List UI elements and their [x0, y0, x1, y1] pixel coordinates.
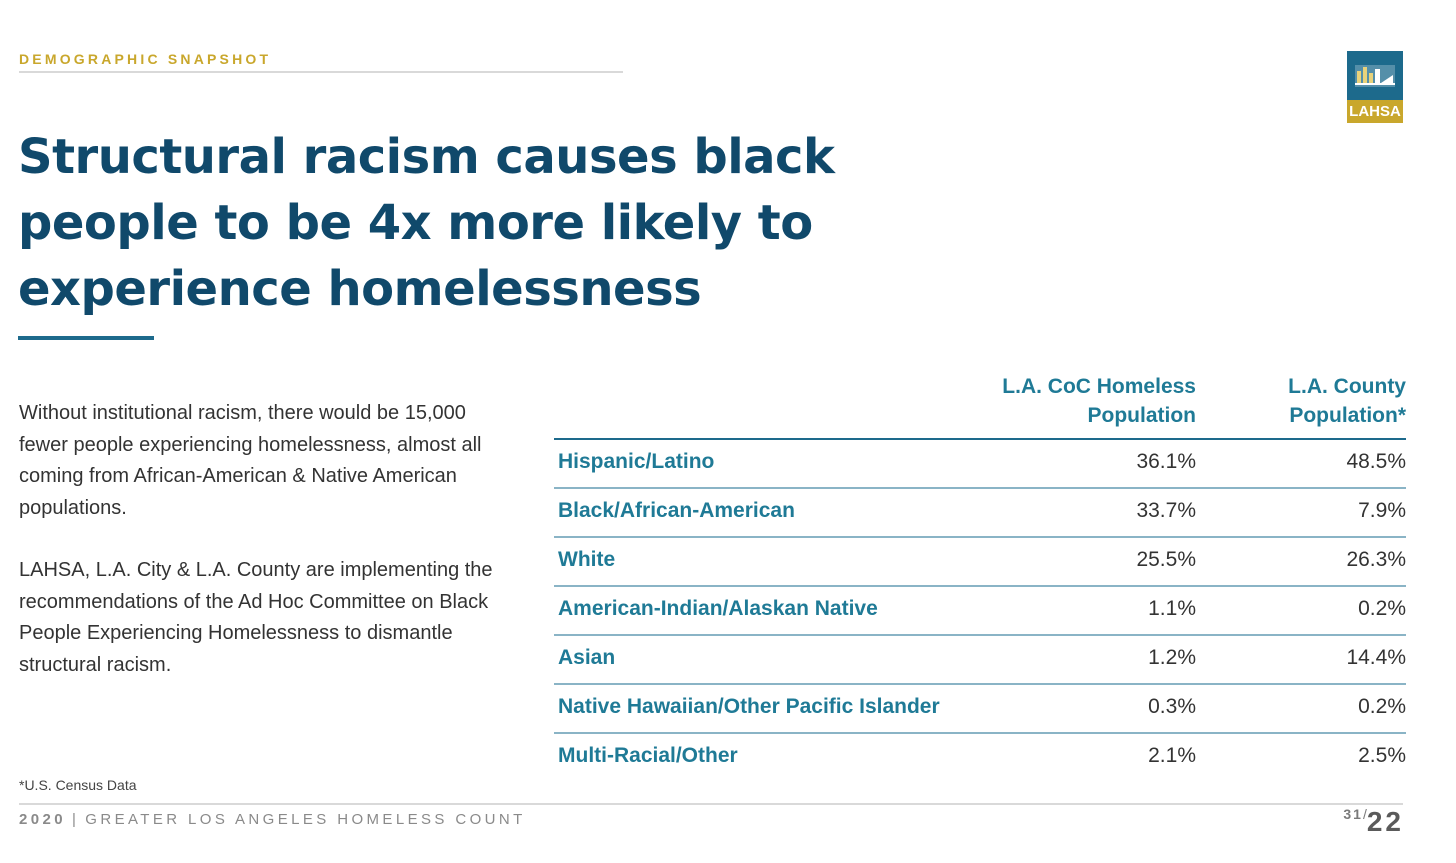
county-value: 26.3% — [1346, 548, 1406, 571]
body-paragraph: LAHSA, L.A. City & L.A. County are implementing the recommendations of the Ad Hoc Committee on Black People Experiencing Homelessness to dismantle structural racism. — [19, 559, 493, 676]
county-value: 48.5% — [1346, 450, 1406, 473]
footer-title — [19, 811, 526, 828]
county-value: 14.4% — [1346, 646, 1406, 669]
table-row — [554, 636, 1406, 685]
homeless-value: 33.7% — [1136, 499, 1196, 522]
table-row — [554, 440, 1406, 489]
county-value: 0.2% — [1358, 695, 1406, 718]
table-row — [554, 734, 1406, 781]
page-current: 31 — [1343, 806, 1363, 822]
lahsa-logo — [1347, 51, 1403, 123]
column-header-homeless: L.A. CoC Homeless Population — [1002, 375, 1196, 427]
county-value: 0.2% — [1358, 597, 1406, 620]
title-line: Structural racism causes black — [18, 129, 835, 185]
county-value: 7.9% — [1358, 499, 1406, 522]
row-label: Asian — [558, 646, 616, 669]
footer-report-name: GREATER LOS ANGELES HOMELESS COUNT — [85, 811, 526, 828]
row-label: Hispanic/Latino — [558, 450, 715, 473]
row-label: Native Hawaiian/Other Pacific Islander — [558, 695, 940, 718]
row-label: Black/African-American — [558, 499, 795, 522]
footer-divider — [19, 803, 1403, 805]
homeless-value: 1.2% — [1148, 646, 1196, 669]
table-row — [554, 538, 1406, 587]
title-line: experience homelessness — [18, 261, 702, 317]
section-divider — [19, 71, 623, 73]
page-slash: / — [1362, 806, 1367, 822]
page-number — [1343, 806, 1404, 838]
table-row — [554, 587, 1406, 636]
title-underline — [18, 336, 154, 340]
section-label: DEMOGRAPHIC SNAPSHOT — [19, 51, 272, 67]
table-row — [554, 489, 1406, 538]
footer-separator: | — [71, 811, 80, 828]
logo-text: LAHSA — [1347, 100, 1403, 123]
table-body — [554, 440, 1406, 781]
body-paragraph: Without institutional racism, there would be 15,000 fewer people experiencing homelessness, almost all coming from African-American & Native American populations. — [19, 402, 482, 519]
page-title — [18, 124, 838, 322]
logo-emblem — [1347, 51, 1403, 100]
row-label: American-Indian/Alaskan Native — [558, 597, 878, 620]
column-header-county: L.A. County Population* — [1288, 375, 1406, 427]
homeless-value: 1.1% — [1148, 597, 1196, 620]
county-value: 2.5% — [1358, 744, 1406, 767]
row-label: Multi-Racial/Other — [558, 744, 738, 767]
homeless-value: 25.5% — [1136, 548, 1196, 571]
footer-year: 2020 — [19, 811, 66, 828]
buildings-icon — [1347, 51, 1403, 100]
title-line: people to be 4x more likely to — [18, 195, 813, 251]
table-row — [554, 685, 1406, 734]
footnote: *U.S. Census Data — [19, 777, 137, 793]
homeless-value: 36.1% — [1136, 450, 1196, 473]
page-total: 22 — [1366, 806, 1404, 837]
body-text — [19, 398, 509, 712]
row-label: White — [558, 548, 616, 571]
homeless-value: 2.1% — [1148, 744, 1196, 767]
homeless-value: 0.3% — [1148, 695, 1196, 718]
